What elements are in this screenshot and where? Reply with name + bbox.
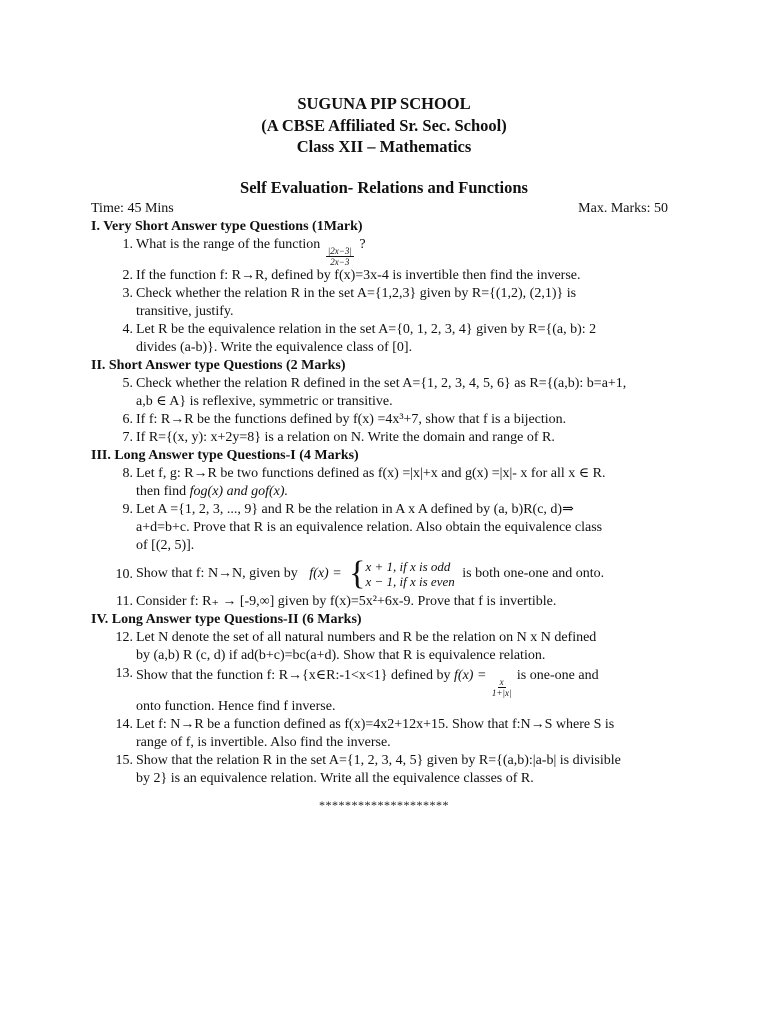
question-text-end: is one-one and bbox=[516, 668, 599, 683]
case-odd: x + 1, if x is odd bbox=[365, 559, 451, 574]
piecewise-definition bbox=[349, 557, 455, 591]
question-text: If f: R→R be the functions defined by f(x) =4x³+7, show that f is a bijection. bbox=[136, 412, 567, 427]
max-marks: Max. Marks: 50 bbox=[578, 201, 668, 216]
question-text-line-2: by 2} is an equivalence relation. Write all the equivalence classes of R. bbox=[136, 771, 534, 786]
exam-meta bbox=[91, 200, 668, 218]
fraction-denominator: 2x−3 bbox=[330, 257, 350, 267]
question-text-line-1: Show that the relation R in the set A={1, 2, 3, 4, 5} given by R={(a,b):|a-b| is divisible bbox=[136, 753, 621, 768]
question-number: 9. bbox=[122, 502, 133, 517]
question-number: 12. bbox=[115, 630, 133, 645]
question-text: If the function f: R→R, defined by f(x)=3x-4 is invertible then find the inverse. bbox=[136, 268, 581, 283]
question-text-line-1: Let f, g: R→R be two functions defined as f(x) =|x|+x and g(x) =|x|- x for all x ∈ R. bbox=[136, 466, 606, 481]
question-text-line-2: a+d=b+c. Prove that R is an equivalence relation. Also obtain the equivalence class bbox=[136, 520, 603, 535]
question-number: 8. bbox=[122, 466, 133, 481]
section-heading-3: III. Long Answer type Questions-I (4 Marks) bbox=[91, 448, 359, 463]
question-number: 3. bbox=[122, 286, 133, 301]
question-number: 15. bbox=[115, 753, 133, 768]
question-number: 11. bbox=[116, 594, 133, 609]
function-label: f(x) = bbox=[309, 566, 342, 582]
function-label: f(x) = bbox=[454, 668, 487, 683]
document-title: Self Evaluation- Relations and Functions bbox=[240, 178, 528, 197]
question-13 bbox=[91, 665, 681, 716]
question-text-line-1: Let f: N→R be a function defined as f(x)=4x2+12x+15. Show that f:N→S where S is bbox=[136, 717, 615, 732]
question-number: 5. bbox=[122, 376, 133, 391]
fraction-denominator: 1+|x| bbox=[491, 688, 512, 698]
end-of-paper-stars: ******************** bbox=[319, 798, 449, 812]
question-text-end: is both one-one and onto. bbox=[462, 566, 605, 582]
piecewise-cases bbox=[365, 559, 454, 589]
question-text-line-2: transitive, justify. bbox=[136, 304, 234, 319]
fraction bbox=[492, 677, 512, 698]
question-text: Show that f: N→N, given by bbox=[136, 566, 298, 582]
question-6 bbox=[91, 411, 681, 429]
question-text-line-2: a,b ∈ A} is reflexive, symmetric or transitive. bbox=[136, 394, 393, 409]
math-expression: fog(x) and gof(x). bbox=[189, 484, 289, 499]
section-heading-4: IV. Long Answer type Questions-II (6 Marks) bbox=[91, 612, 362, 627]
section-heading-2: II. Short Answer type Questions (2 Marks) bbox=[91, 358, 346, 373]
document-header bbox=[0, 93, 768, 158]
question-12 bbox=[91, 629, 681, 665]
question-4 bbox=[91, 321, 681, 357]
question-text-end: ? bbox=[359, 237, 366, 252]
question-number: 13. bbox=[115, 666, 133, 681]
question-9 bbox=[91, 501, 681, 555]
question-number: 1. bbox=[122, 237, 133, 252]
question-5 bbox=[91, 375, 681, 411]
question-14 bbox=[91, 716, 681, 752]
question-text-line-2: onto function. Hence find f inverse. bbox=[136, 699, 336, 714]
question-3 bbox=[91, 285, 681, 321]
case-even: x − 1, if x is even bbox=[365, 574, 455, 589]
question-text-line-2: divides (a-b)}. Write the equivalence class of [0]. bbox=[136, 340, 413, 355]
fraction-numerator: x bbox=[499, 677, 504, 687]
school-affiliation: (A CBSE Affiliated Sr. Sec. School) bbox=[261, 115, 507, 135]
question-number: 14. bbox=[115, 717, 133, 732]
question-text: What is the range of the function bbox=[136, 237, 321, 252]
left-brace-icon: { bbox=[349, 555, 366, 592]
question-number: 4. bbox=[122, 322, 133, 337]
fraction-numerator: |2x−3| bbox=[327, 246, 352, 256]
question-11 bbox=[91, 593, 681, 611]
question-number: 10. bbox=[115, 567, 133, 582]
question-text-line-2: by (a,b) R (c, d) if ad(b+c)=bc(a+d). Show that R is equivalence relation. bbox=[136, 648, 546, 663]
question-7 bbox=[91, 429, 681, 447]
fraction bbox=[326, 246, 354, 267]
question-text: If R={(x, y): x+2y=8} is a relation on N. Write the domain and range of R. bbox=[136, 430, 555, 445]
question-15 bbox=[91, 752, 681, 788]
question-text-line-2: range of f, is invertible. Also find the inverse. bbox=[136, 735, 391, 750]
question-text-line-1: Let N denote the set of all natural numbers and R be the relation on N x N defined bbox=[136, 630, 597, 645]
question-number: 2. bbox=[122, 268, 133, 283]
school-name: SUGUNA PIP SCHOOL bbox=[297, 94, 471, 113]
question-text-line-1: Check whether the relation R in the set A={1,2,3} given by R={(1,2), (2,1)} is bbox=[136, 286, 577, 301]
question-text: Consider f: R₊ → [-9,∞] given by f(x)=5x²+6x-9. Prove that f is invertible. bbox=[136, 594, 557, 609]
question-2 bbox=[91, 267, 681, 285]
question-list bbox=[91, 218, 681, 788]
question-text: then find bbox=[136, 484, 190, 499]
question-number: 7. bbox=[122, 430, 133, 445]
question-10 bbox=[91, 557, 681, 591]
class-subject: Class XII – Mathematics bbox=[296, 137, 472, 156]
section-heading-1: I. Very Short Answer type Questions (1Mark) bbox=[91, 219, 363, 234]
question-text: Show that the function f: R→{x∈R:-1<x<1} defined by bbox=[136, 668, 451, 683]
question-text-line-2 bbox=[136, 483, 681, 501]
question-8 bbox=[91, 465, 681, 501]
question-number: 6. bbox=[122, 412, 133, 427]
time-allowed: Time: 45 Mins bbox=[91, 201, 174, 216]
question-text-line-3: of [(2, 5)]. bbox=[136, 538, 195, 553]
question-text-line-1: Let R be the equivalence relation in the set A={0, 1, 2, 3, 4} given by R={(a, b): 2 bbox=[136, 322, 597, 337]
question-text-line-1 bbox=[136, 665, 681, 698]
question-text-line-1: Let A ={1, 2, 3, ..., 9} and R be the relation in A x A defined by (a, b)R(c, d)⇒ bbox=[136, 502, 574, 517]
question-text-line-1: Check whether the relation R defined in the set A={1, 2, 3, 4, 5, 6} as R={(a,b): b=a+1, bbox=[136, 376, 627, 391]
question-1 bbox=[91, 236, 681, 267]
